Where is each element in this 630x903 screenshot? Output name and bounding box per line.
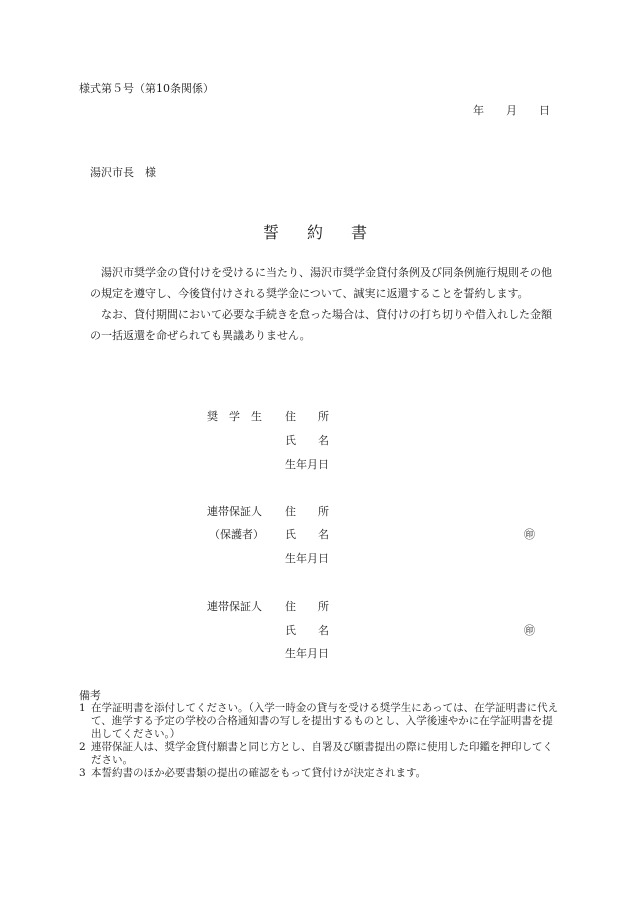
pledge-paragraph-2: なお、貸付期間において必要な手続きを怠った場合は、貸付けの打ち切りや借入れした金額の一括返還を命ぜられても異議ありません。 — [90, 308, 552, 342]
guarantor2-name-label: 氏 名 — [285, 624, 329, 637]
guarantor2-seal-mark: ㊞ — [524, 624, 535, 637]
title-char-3: 書 — [351, 223, 368, 242]
notes-list — [79, 702, 559, 780]
note-item — [79, 767, 559, 780]
title-char-1: 誓 — [262, 223, 279, 242]
notes-title: 備考 — [79, 689, 101, 702]
note-item — [79, 741, 559, 767]
guarantor1-address-label: 住 所 — [285, 505, 329, 518]
pledge-paragraph-1: 湯沢市奨学金の貸付けを受けるに当たり、湯沢市奨学金貸付条例及び同条例施行規則その他の規定を遵守し、今後貸付けされる奨学金について、誠実に返還することを誓約します。 — [90, 266, 552, 300]
pledge-body — [90, 262, 552, 346]
student-birthdate-label: 生年月日 — [285, 458, 329, 471]
guarantor1-name-label: 氏 名 — [285, 528, 329, 541]
note-number: 1 — [79, 702, 86, 714]
date-month-label: 月 — [506, 104, 517, 117]
form-number: 様式第５号（第10条関係） — [79, 82, 214, 95]
document-title — [0, 220, 630, 243]
note-number: 2 — [79, 741, 86, 753]
guarantor2-address-label: 住 所 — [285, 600, 329, 613]
student-role-label: 奨 学 生 — [207, 410, 262, 423]
note-text: 連帯保証人は、奨学金貸付願書と同じ方とし、自署及び願書提出の際に使用した印鑑を押印してください。 — [91, 741, 553, 766]
addressee: 湯沢市長 様 — [90, 166, 156, 179]
date-year-label: 年 — [473, 104, 484, 117]
student-name-label: 氏 名 — [285, 434, 329, 447]
note-text: 本誓約書のほか必要書類の提出の確認をもって貸付けが決定されます。 — [91, 767, 427, 779]
guarantor2-birthdate-label: 生年月日 — [285, 647, 329, 660]
note-text: 在学証明書を添付してください。（入学一時金の貸与を受ける奨学生にあっては、在学証明書に代えて、進学する予定の学校の合格通知書の写しを提出するものとし、入学後速やかに在学証明書を提出してください。） — [91, 702, 559, 740]
student-address-label: 住 所 — [285, 410, 329, 423]
note-number: 3 — [79, 767, 86, 779]
note-item — [79, 702, 559, 741]
guarantor1-seal-mark: ㊞ — [524, 528, 535, 541]
guarantor1-role-label: 連帯保証人 — [207, 505, 262, 518]
title-char-2: 約 — [306, 223, 323, 242]
guarantor2-role-label: 連帯保証人 — [207, 600, 262, 613]
guarantor1-birthdate-label: 生年月日 — [285, 552, 329, 565]
date-line — [473, 102, 550, 118]
date-day-label: 日 — [539, 104, 550, 117]
guarantor1-subrole-label: （保護者） — [209, 528, 264, 541]
